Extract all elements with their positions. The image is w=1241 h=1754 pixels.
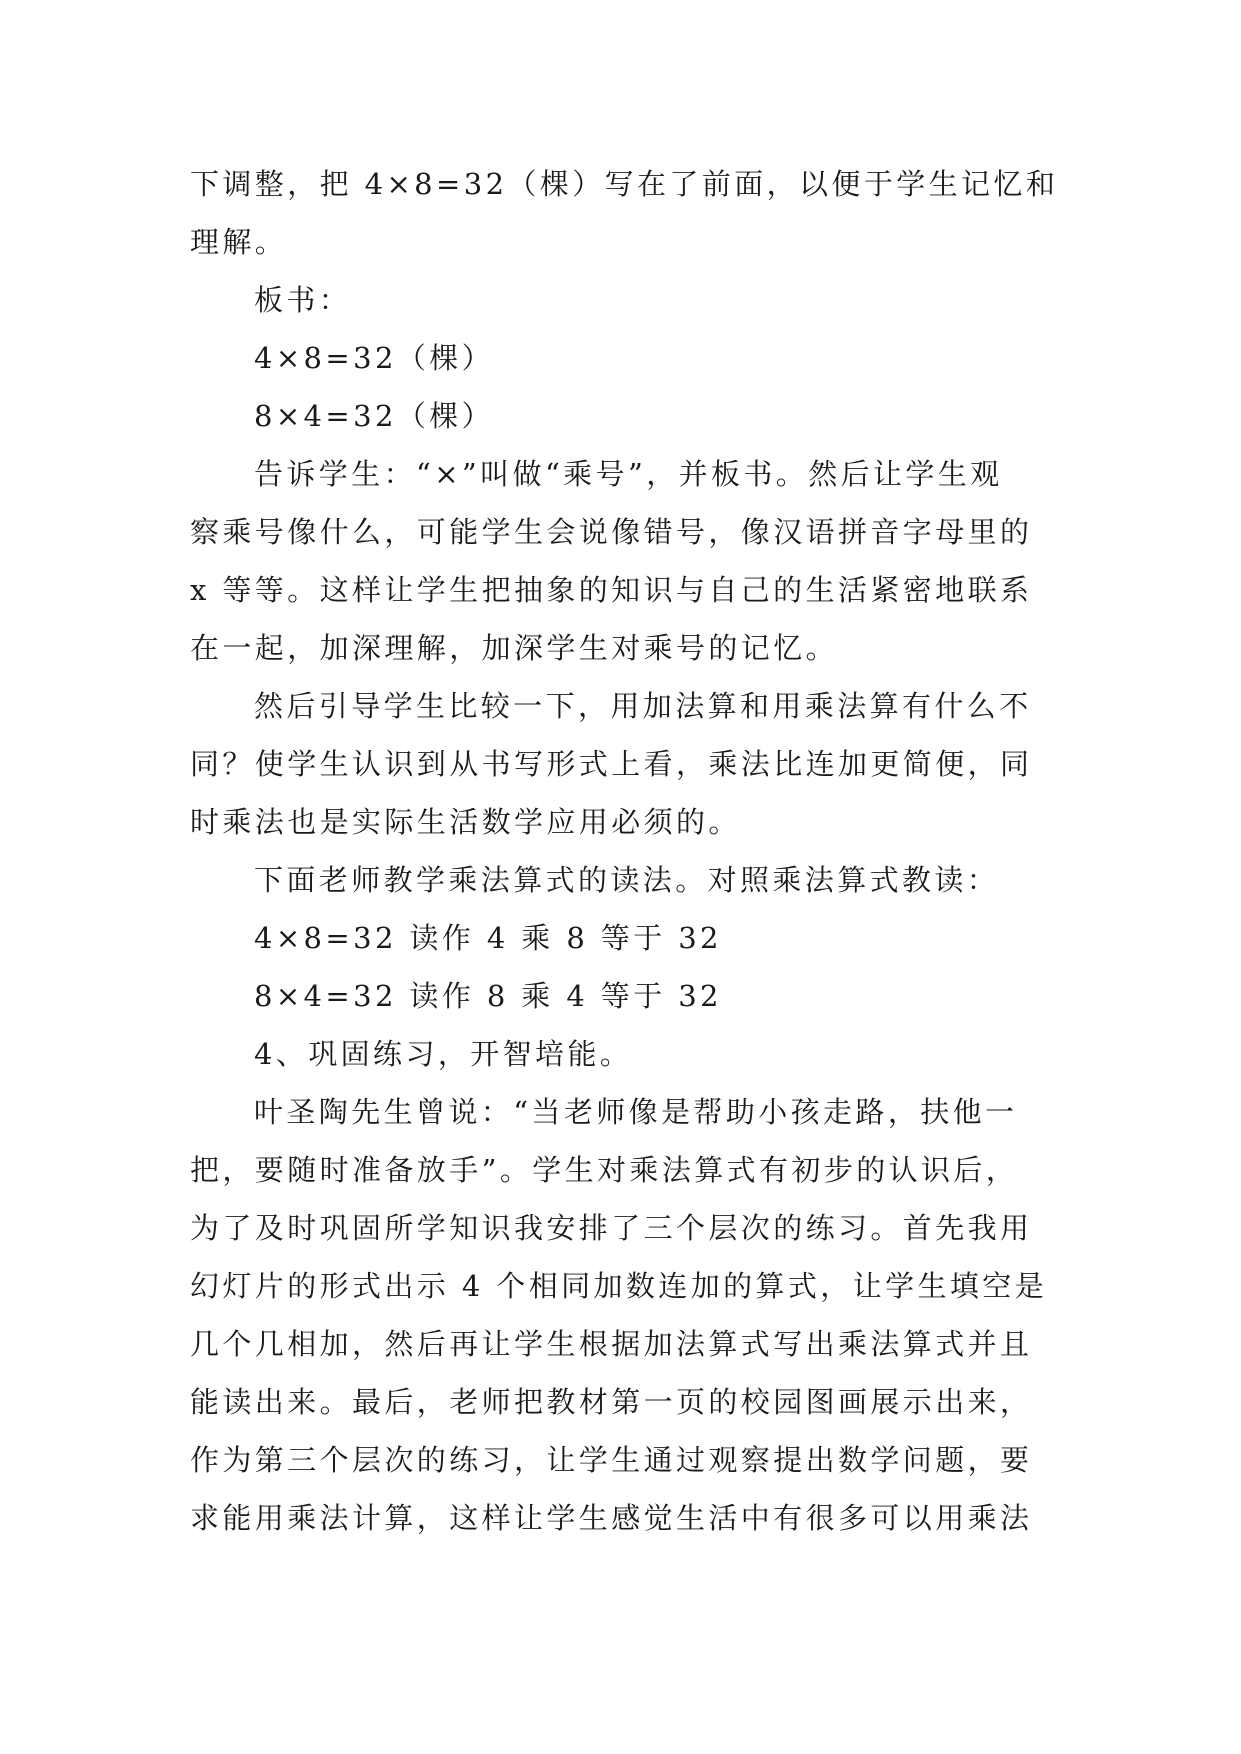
text-line: 告诉学生：“×”叫做“乘号”，并板书。然后让学生观 xyxy=(254,457,1003,491)
text-line: 下面老师教学乘法算式的读法。对照乘法算式教读： xyxy=(254,863,1000,897)
text-line: 8×4=32 读作 8 乘 4 等于 32 xyxy=(254,979,722,1013)
text-line: 幻灯片的形式出示 4 个相同加数连加的算式，让学生填空是 xyxy=(190,1269,1048,1303)
text-line: 把，要随时准备放手”。学生对乘法算式有初步的认识后， xyxy=(190,1153,1019,1187)
text-line: 察乘号像什么，可能学生会说像错号，像汉语拼音字母里的 xyxy=(190,515,1033,549)
text-line: 理解。 xyxy=(190,225,288,259)
text-line: 叶圣陶先生曾说：“当老师像是帮助小孩走路，扶他一 xyxy=(254,1095,1018,1129)
text-line: 板书： xyxy=(254,283,352,317)
text-line: 求能用乘法计算，这样让学生感觉生活中有很多可以用乘法 xyxy=(190,1501,1033,1535)
text-line: 能读出来。最后，老师把教材第一页的校园图画展示出来， xyxy=(190,1385,1033,1419)
text-line: 同？使学生认识到从书写形式上看，乘法比连加更简便，同 xyxy=(190,747,1033,781)
text-line: 4、巩固练习，开智培能。 xyxy=(254,1037,633,1071)
text-line: 4×8=32 读作 4 乘 8 等于 32 xyxy=(254,921,722,955)
text-line: 4×8=32（棵） xyxy=(254,341,495,375)
text-line: 然后引导学生比较一下，用加法算和用乘法算有什么不 xyxy=(254,689,1032,723)
text-line: 时乘法也是实际生活数学应用必须的。 xyxy=(190,805,741,839)
text-line: 作为第三个层次的练习，让学生通过观察提出数学问题，要 xyxy=(190,1443,1033,1477)
text-line: 几个几相加，然后再让学生根据加法算式写出乘法算式并且 xyxy=(190,1327,1033,1361)
text-line: 在一起，加深理解，加深学生对乘号的记忆。 xyxy=(190,631,839,665)
text-line: x 等等。这样让学生把抽象的知识与自己的生活紧密地联系 xyxy=(190,573,1033,607)
text-line: 下调整，把 4×8=32（棵）写在了前面，以便于学生记忆和 xyxy=(190,167,1059,201)
text-line: 8×4=32（棵） xyxy=(254,399,495,433)
text-line: 为了及时巩固所学知识我安排了三个层次的练习。首先我用 xyxy=(190,1211,1033,1245)
